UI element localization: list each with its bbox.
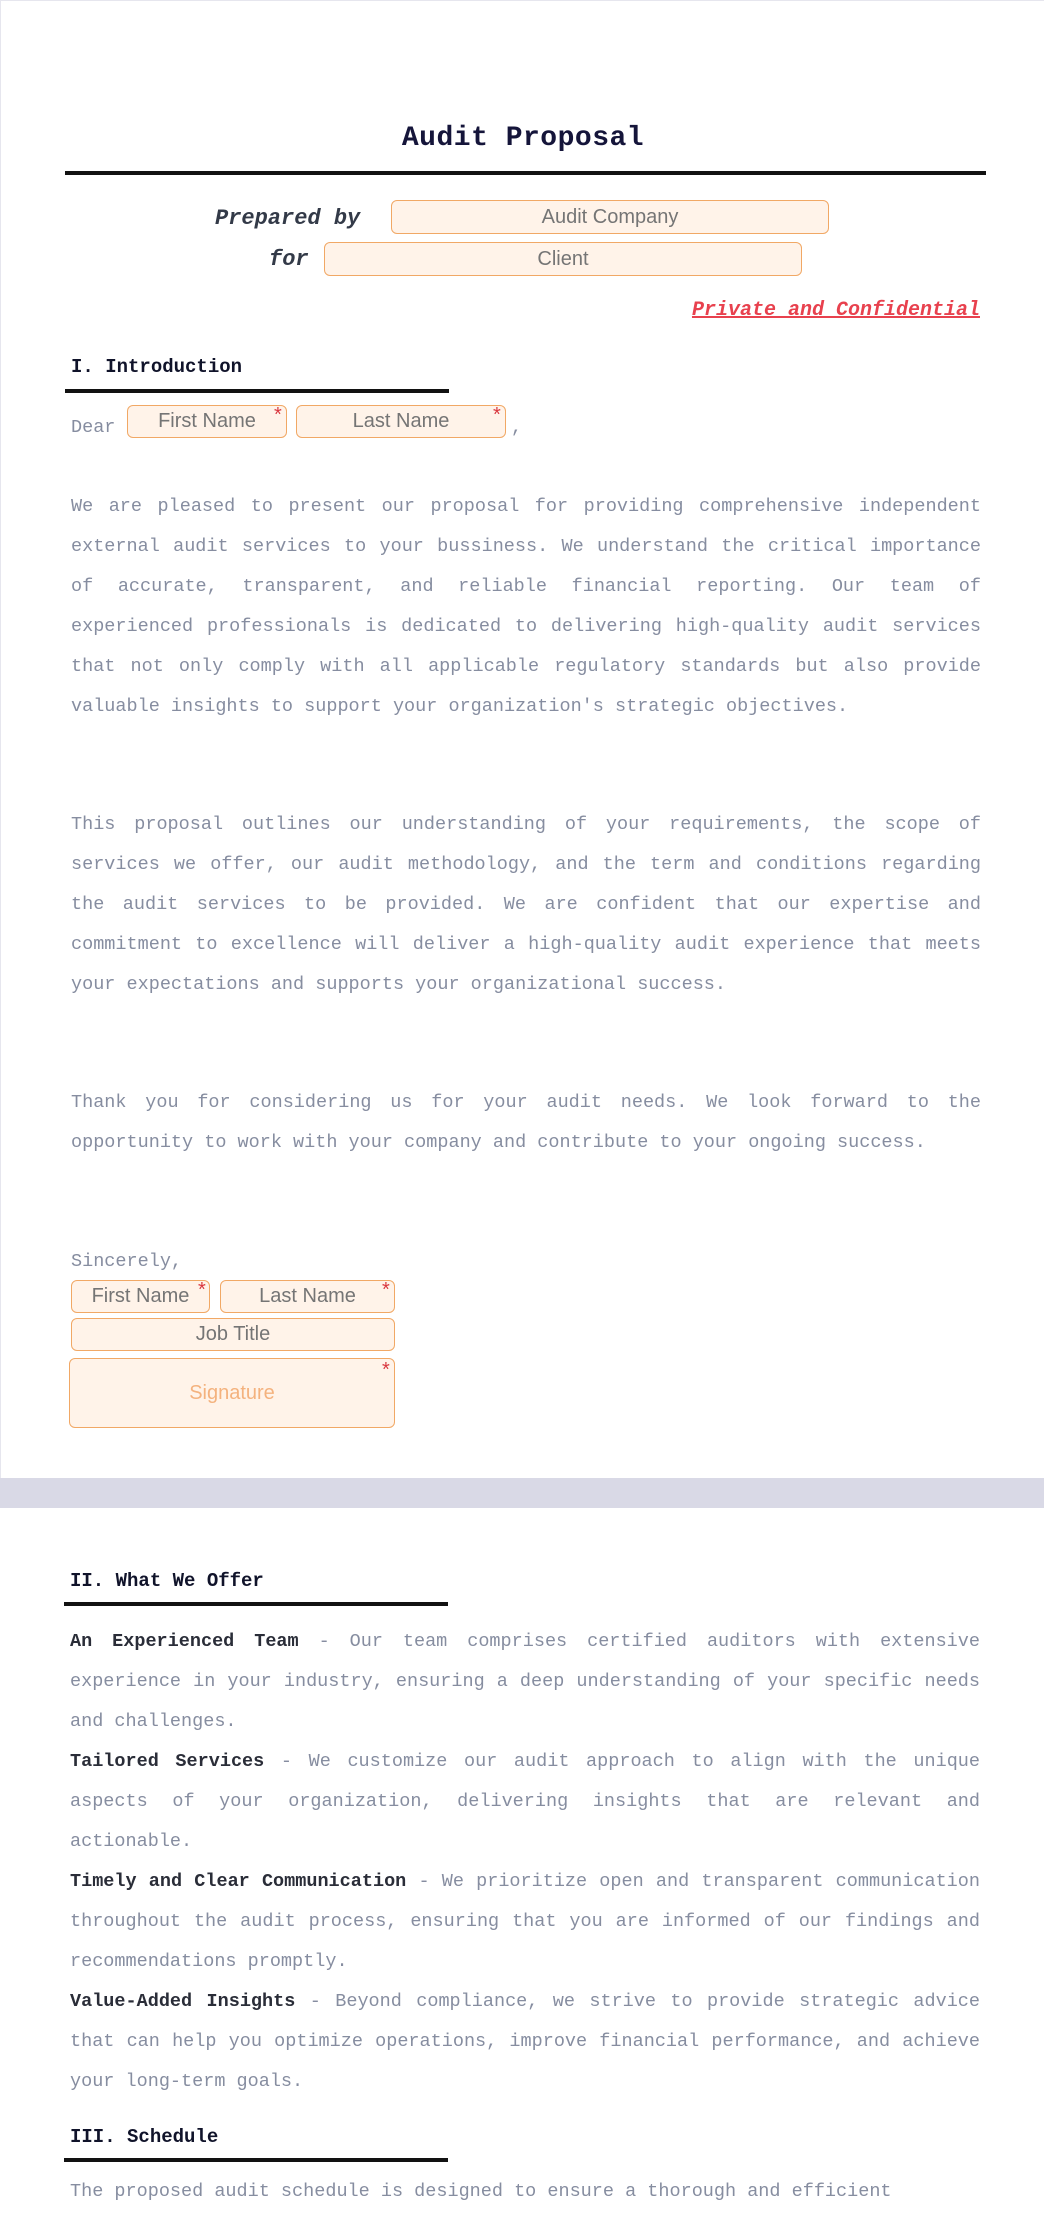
section-divider (65, 389, 449, 393)
offer-item (70, 1862, 980, 1982)
client-field[interactable] (324, 242, 802, 276)
offer-item-text: We prioritize open and transparent communication throughout the audit process, ensuring that you are informed of our findings and recommendations promptly. (70, 1871, 980, 1972)
schedule-paragraph: The proposed audit schedule is designed to ensure a thorough and efficient (70, 2181, 892, 2202)
offer-item-text: Beyond compliance, we strive to provide strategic advice that can help you optimize operations, improve financial performance, and achieve your long-term goals. (70, 1991, 981, 2092)
offer-item-text: We customize our audit approach to align with the unique aspects of your organization, delivering insights that are relevant and actionable. (70, 1751, 981, 1852)
intro-paragraph: We are pleased to present our proposal for providing comprehensive independent external audit services to your bussiness. We understand the critical importance of accurate, transparent, and reliable financial reporting. Our team of experienced professionals is dedicated to delivering high-quality audit services that not only comply with all applicable regulatory standards but also provide valuable insights to support your organization's strategic objectives. (71, 496, 981, 717)
offer-item (70, 1622, 980, 1742)
offer-item-separator: - (298, 1631, 350, 1652)
section-divider (64, 2158, 448, 2162)
sincerely-label: Sincerely, (71, 1251, 183, 1272)
offer-item-term: Timely and Clear Communication (70, 1871, 407, 1892)
document-page-2 (0, 1508, 1044, 2216)
intro-paragraph: This proposal outlines our understanding of your requirements, the scope of services we offer, our audit methodology, and the term and conditions regarding the audit services to be provided. We are confident that our expertise and commitment to excellence will deliver a high-quality audit experience that meets your expectations and supports your organizational success. (71, 814, 981, 995)
section-divider (64, 1602, 448, 1606)
offer-item-term: An Experienced Team (70, 1631, 299, 1652)
last-name-field[interactable] (296, 405, 506, 438)
document-title: Audit Proposal (401, 123, 645, 154)
job-title-field[interactable] (71, 1318, 395, 1351)
confidential-notice: Private and Confidential (691, 299, 980, 322)
signer-first-name-field[interactable] (71, 1280, 210, 1313)
required-mark: * (198, 1279, 206, 1301)
offer-item (70, 1982, 980, 2102)
section-heading-schedule: III. Schedule (70, 2126, 219, 2148)
section-heading-what-we-offer: II. What We Offer (70, 1570, 264, 1592)
first-name-field[interactable] (127, 405, 287, 438)
greeting-comma: , (511, 417, 523, 438)
required-mark: * (493, 404, 501, 426)
offer-item-term: Value-Added Insights (70, 1991, 296, 2012)
offer-item-separator: - (295, 1991, 336, 2012)
offer-item (70, 1742, 980, 1862)
signature-field[interactable]: Signature (69, 1358, 395, 1428)
required-mark: * (382, 1359, 390, 1381)
offer-item-text: Our team comprises certified auditors with extensive experience in your industry, ensuring a deep understanding of your specific needs and challenges. (70, 1631, 980, 1732)
required-mark: * (274, 404, 282, 426)
section-heading-introduction: I. Introduction (71, 356, 243, 378)
dear-label: Dear (71, 417, 116, 438)
prepared-by-label: Prepared by (215, 206, 361, 231)
offer-item-separator: - (264, 1751, 309, 1772)
for-label: for (269, 247, 309, 272)
title-divider (65, 171, 986, 175)
audit-company-field[interactable] (391, 200, 829, 234)
required-mark: * (382, 1279, 390, 1301)
signer-last-name-field[interactable] (220, 1280, 395, 1313)
offer-item-separator: - (406, 1871, 442, 1892)
offer-item-term: Tailored Services (70, 1751, 265, 1772)
intro-paragraph: Thank you for considering us for your audit needs. We look forward to the opportunity to work with your company and contribute to your ongoing success. (71, 1092, 981, 1153)
